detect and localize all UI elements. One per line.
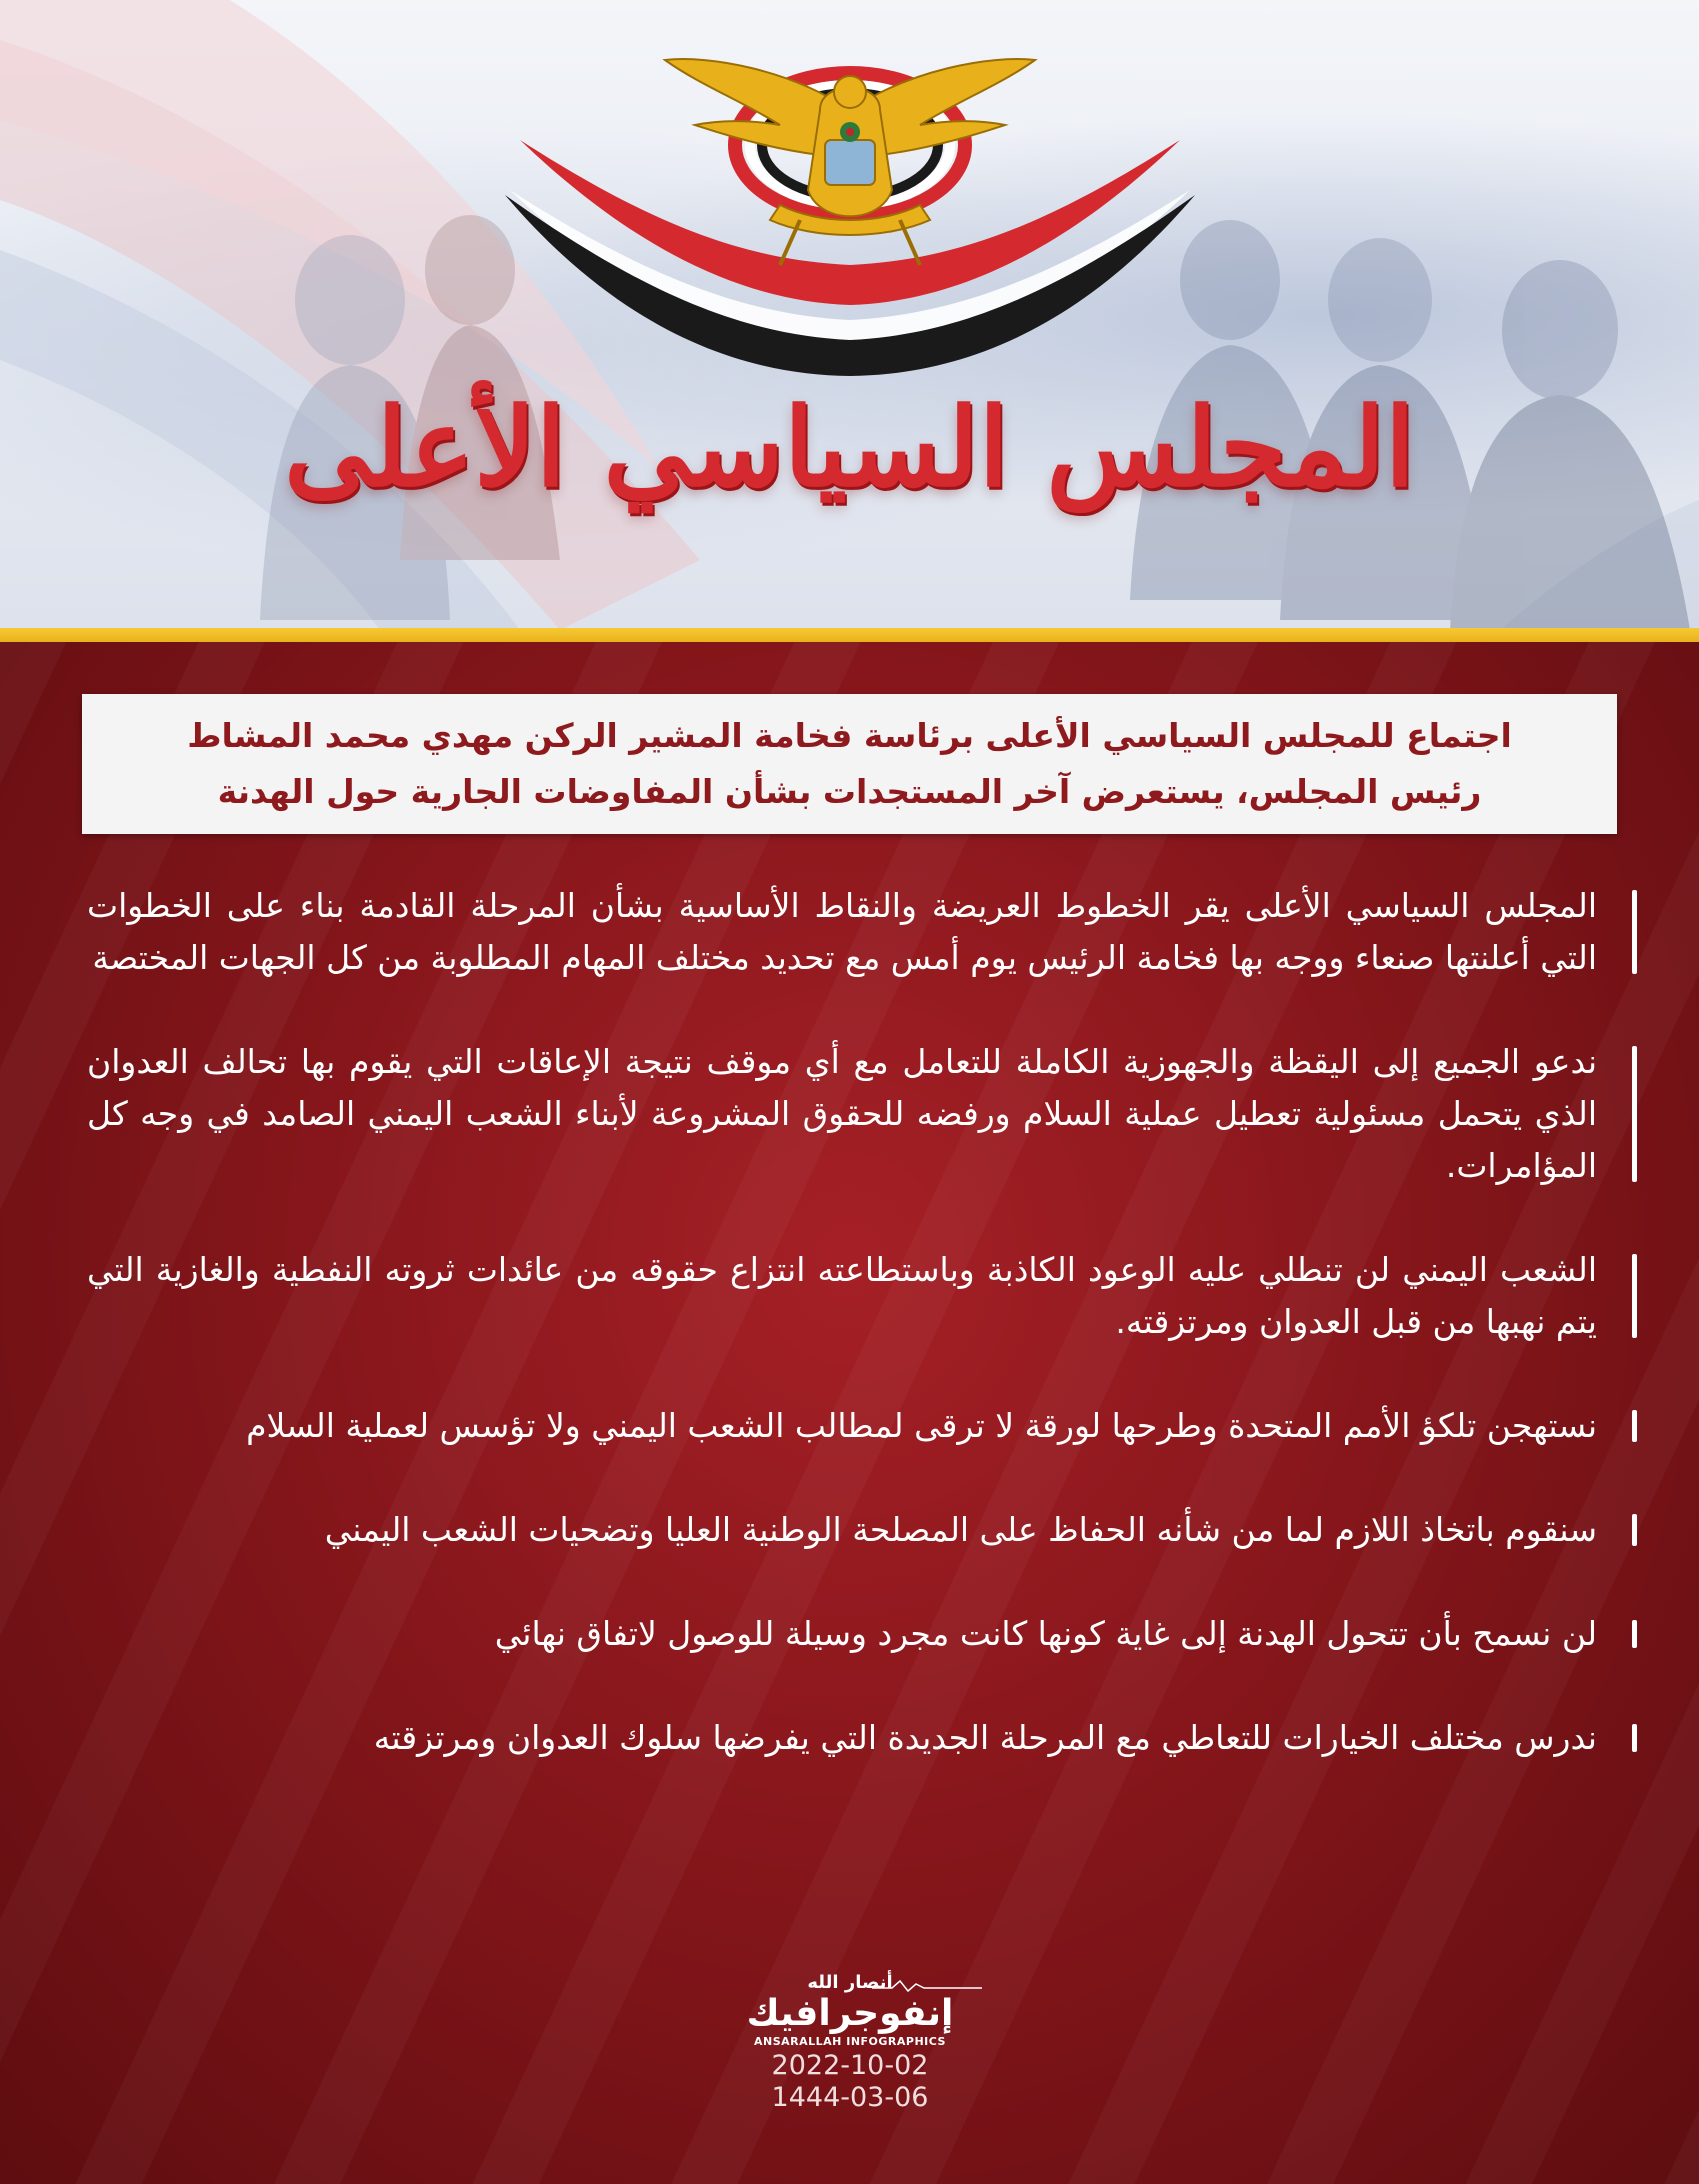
footer-logo-block xyxy=(700,1972,1000,2114)
heartbeat-line-icon xyxy=(872,1978,982,1994)
logo-main-text: إنفوجرافيك xyxy=(746,1993,954,2034)
list-item xyxy=(87,1608,1637,1660)
bullet-bar xyxy=(1632,1046,1637,1182)
list-item xyxy=(87,1244,1637,1348)
point-text: سنقوم باتخاذ اللازم لما من شأنه الحفاظ على المصلحة الوطنية العليا وتضحيات الشعب اليمني xyxy=(324,1510,1597,1549)
date-gregorian: 2022-10-02 xyxy=(771,2050,929,2081)
point-text: الشعب اليمني لن تنطلي عليه الوعود الكاذبة وباستطاعته انتزاع حقوقه من عائدات ثروته النفطية والغازية التي يتم نهبها من قبل العدوان ومرتزقته. xyxy=(87,1250,1597,1341)
logo-sub-text: ANSARALLAH INFOGRAPHICS xyxy=(754,2035,946,2048)
bullet-bar xyxy=(1632,890,1637,974)
bullet-bar xyxy=(1632,1254,1637,1338)
council-title: المجلس السياسي الأعلى xyxy=(284,385,1415,511)
list-item xyxy=(87,1036,1637,1192)
header-banner xyxy=(0,0,1699,630)
headline-line-2: رئيس المجلس، يستعرض آخر المستجدات بشأن المفاوضات الجارية حول الهدنة xyxy=(217,772,1482,811)
list-item xyxy=(87,1712,1637,1764)
list-item xyxy=(87,1400,1637,1452)
logo-top-text: أنصار الله xyxy=(807,1972,893,1993)
list-item xyxy=(87,880,1637,984)
bullet-bar xyxy=(1632,1724,1637,1752)
bullet-bar xyxy=(1632,1410,1637,1442)
date-hijri: 1444-03-06 xyxy=(771,2082,929,2113)
point-text: نستهجن تلكؤ الأمم المتحدة وطرحها لورقة لا ترقى لمطالب الشعب اليمني ولا تؤسس لعملية السلام xyxy=(246,1406,1597,1445)
list-item xyxy=(87,1504,1637,1556)
points-list xyxy=(87,880,1637,1816)
bullet-bar xyxy=(1632,1514,1637,1546)
headline-box xyxy=(82,694,1617,834)
point-text: المجلس السياسي الأعلى يقر الخطوط العريضة والنقاط الأساسية بشأن المرحلة القادمة بناء على الخطوات التي أعلنتها صنعاء ووجه بها فخامة الرئيس يوم أمس مع تحديد مختلف المهام المطلوبة من كل الجهات المختصة xyxy=(87,886,1597,977)
headline-line-1: اجتماع للمجلس السياسي الأعلى برئاسة فخامة المشير الركن مهدي محمد المشاط xyxy=(187,716,1512,755)
point-text: لن نسمح بأن تتحول الهدنة إلى غاية كونها كانت مجرد وسيلة للوصول لاتفاق نهائي xyxy=(494,1614,1597,1653)
yemen-eagle-emblem-icon xyxy=(500,40,1200,380)
point-text: ندعو الجميع إلى اليقظة والجهوزية الكاملة للتعامل مع أي موقف نتيجة الإعاقات التي يقوم بها تحالف العدوان الذي يتحمل مسئولية تعطيل عملية السلام ورفضه للحقوق المشروعة لأبناء الشعب اليمني الصامد في وجه كل المؤامرات. xyxy=(87,1042,1597,1185)
gold-divider xyxy=(0,628,1699,642)
bullet-bar xyxy=(1632,1620,1637,1648)
point-text: ندرس مختلف الخيارات للتعاطي مع المرحلة الجديدة التي يفرضها سلوك العدوان ومرتزقته xyxy=(373,1718,1597,1757)
content-area xyxy=(0,642,1699,2184)
